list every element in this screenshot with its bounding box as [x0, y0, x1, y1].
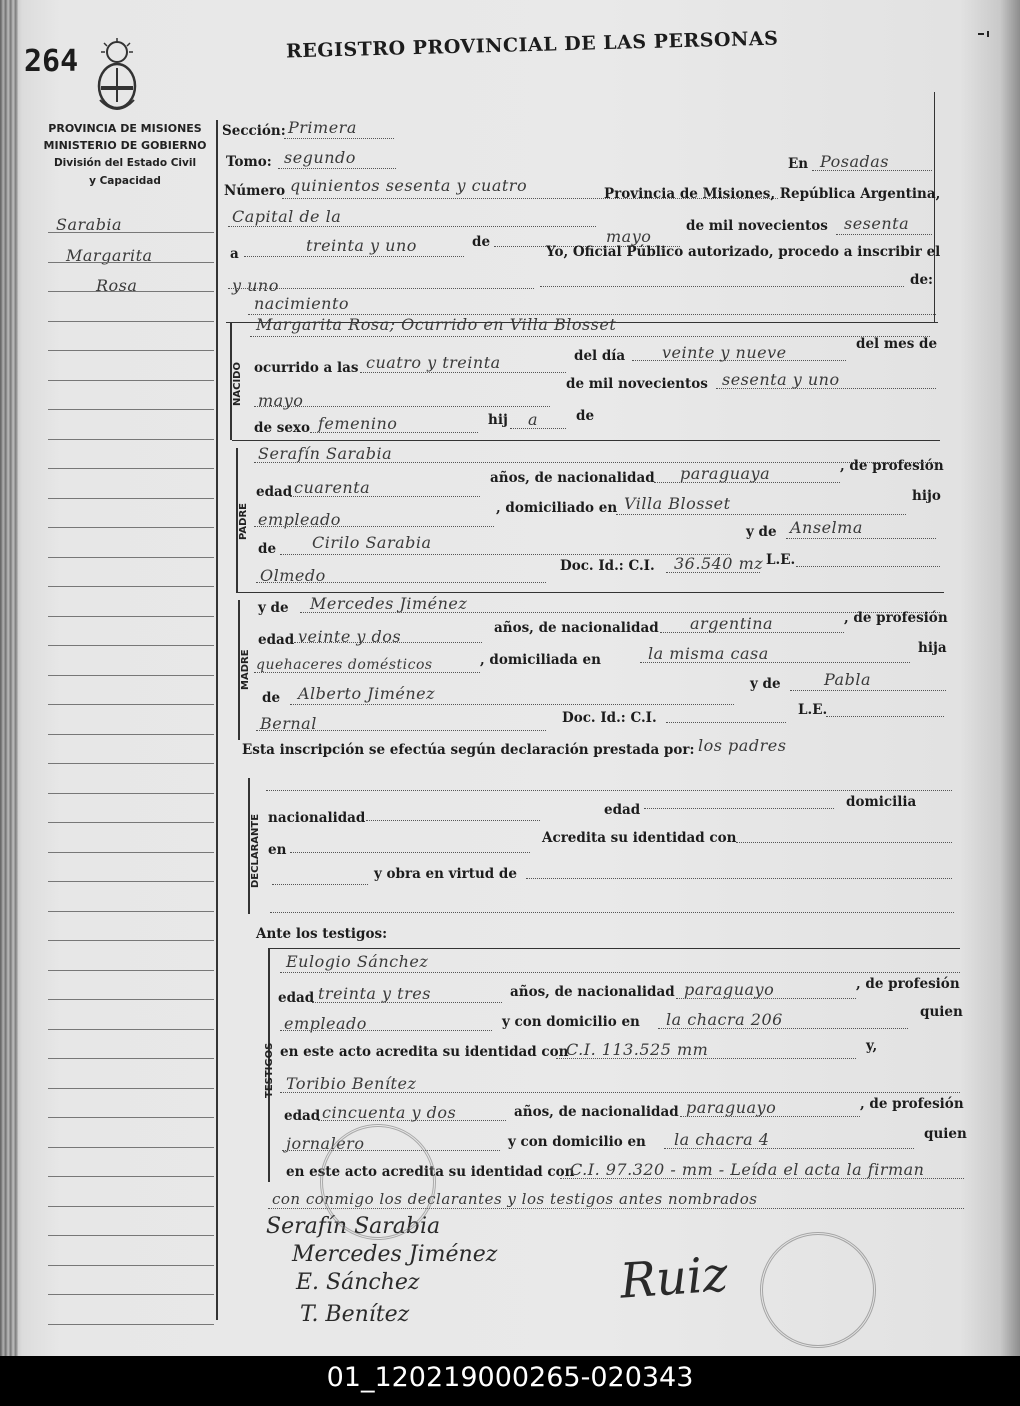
margin-rule-line: [48, 439, 214, 440]
tomo-value: segundo: [284, 148, 356, 167]
declaracion-text: Esta inscripción se efectúa según declaración prestada por:: [242, 742, 695, 758]
margin-rule-line: [48, 704, 214, 705]
de-colon-label: de:: [910, 272, 934, 288]
ocurrido-label: ocurrido a las: [254, 360, 359, 376]
en-value: Posadas: [820, 152, 889, 171]
form-left-rule: [216, 120, 218, 1320]
del-dia-label: del día: [574, 348, 626, 364]
a-label: a: [230, 246, 239, 262]
abuela-materna-value: Pabla: [824, 670, 871, 689]
margin-rule-line: [48, 734, 214, 735]
madre-label: MADRE: [240, 649, 251, 690]
testigo2-nac-label: años, de nacionalidad: [514, 1104, 679, 1120]
abuela-paterna-value: Anselma: [790, 518, 863, 537]
nacido-de-label: de: [576, 408, 595, 424]
signature-madre: Mercedes Jiménez: [292, 1242, 498, 1267]
testigo1-prof-value: empleado: [284, 1014, 367, 1033]
padre-dom-label: , domiciliado en: [496, 500, 618, 516]
coat-of-arms-icon: [92, 38, 142, 114]
testigo1-dom-value: la chacra 206: [666, 1010, 783, 1029]
madre-nombre-value: Mercedes Jiménez: [310, 594, 468, 613]
dia-value: treinta y uno: [306, 236, 417, 255]
testigo2-nac-value: paraguayo: [686, 1098, 777, 1117]
declarante-dom-label: domicilia: [846, 794, 917, 810]
margin-rule-line: [48, 557, 214, 558]
folio-number: 264: [24, 44, 79, 79]
abuelo-paterno-value: Cirilo Sarabia: [312, 533, 432, 552]
nacido-dia-value: veinte y nueve: [662, 343, 787, 362]
madre-y-de2-label: y de: [750, 676, 781, 692]
capital-value: Capital de la: [232, 207, 342, 226]
margin-rule-line: [48, 1324, 214, 1325]
margin-rule-line: [48, 262, 214, 263]
declarante-edad-label: edad: [604, 802, 641, 818]
nacido-anio-value: sesenta y uno: [722, 370, 840, 389]
margin-rule-line: [48, 940, 214, 941]
testigo2-edad-label: edad: [284, 1108, 321, 1124]
madre-edad-value: veinte y dos: [298, 627, 402, 646]
margin-rule-line: [48, 1294, 214, 1295]
margin-rule-line: [48, 380, 214, 381]
margin-rule-line: [48, 999, 214, 1000]
official-seal-stamp-icon-2: [760, 1232, 876, 1348]
tomo-label: Tomo:: [226, 154, 272, 170]
padre-hijo-label: hijo: [912, 488, 941, 504]
padre-edad-label: edad: [256, 484, 293, 500]
mes-value: mayo: [606, 227, 652, 246]
madre-edad-label: edad: [258, 632, 295, 648]
padre-edad-value: cuarenta: [294, 478, 371, 497]
madre-nac-value: argentina: [690, 614, 774, 633]
anio-value: sesenta: [844, 214, 910, 233]
margin-rule-line: [48, 350, 214, 351]
margin-rule-line: [48, 468, 214, 469]
padre-doc-label: Doc. Id.: C.I.: [560, 558, 655, 574]
margin-rule-line: [48, 1117, 214, 1118]
margin-rule-line: [48, 852, 214, 853]
numero-label: Número: [224, 183, 286, 199]
padre-de-label: de: [258, 541, 277, 557]
margin-rule-line: [48, 911, 214, 912]
padre-dom-value: Villa Blosset: [624, 494, 731, 513]
testigo1-prof-label: , de profesión: [856, 976, 960, 992]
madre-prof-label: , de profesión: [844, 610, 948, 626]
margin-rule-line: [48, 1265, 214, 1266]
del-mes-label: del mes de: [856, 336, 938, 352]
margin-rule-line: [48, 763, 214, 764]
testigo1-edad-value: treinta y tres: [318, 984, 431, 1003]
margin-rule-line: [48, 675, 214, 676]
numero-value: quinientos sesenta y cuatro: [290, 176, 528, 195]
madre-dom-value: la misma casa: [648, 644, 769, 663]
padre-nac-label: años, de nacionalidad: [490, 470, 655, 486]
testigo2-dom-value: la chacra 4: [674, 1130, 770, 1149]
signature-testigo1: E. Sánchez: [296, 1270, 420, 1295]
margin-surname: Sarabia: [56, 215, 123, 234]
margin-rule-line: [48, 822, 214, 823]
hij-label: hij: [488, 412, 508, 428]
acto-value: nacimiento: [254, 294, 350, 313]
abuelo-materno-value: Alberto Jiménez: [298, 684, 436, 703]
madre-prof-value: quehaceres domésticos: [256, 657, 433, 673]
margin-rule-line: [48, 409, 214, 410]
signature-padre: Serafín Sarabia: [266, 1214, 441, 1239]
seccion-value: Primera: [288, 118, 357, 137]
nacido-hora-value: cuatro y treinta: [366, 353, 501, 372]
declarante-label: DECLARANTE: [250, 813, 261, 888]
testigo2-quien-label: quien: [924, 1126, 967, 1142]
testigo2-dom-label: y con domicilio en: [508, 1134, 646, 1150]
margin-rule-line: [48, 586, 214, 587]
madre-hija-label: hija: [918, 640, 947, 656]
official-signature: Ruiz: [618, 1246, 730, 1310]
padre-prof-value: empleado: [258, 510, 341, 529]
sexo-label: de sexo: [254, 420, 310, 436]
madre-nac-label: años, de nacionalidad: [494, 620, 659, 636]
margin-rule-line: [48, 970, 214, 971]
padre-nac-value: paraguaya: [680, 464, 771, 483]
corner-mark-icon: [976, 24, 992, 34]
margin-rule-line: [48, 1088, 214, 1089]
madre-doc-label: Doc. Id.: C.I.: [562, 710, 657, 726]
abuela-paterna-value-2: Olmedo: [260, 566, 326, 585]
padre-label: PADRE: [238, 503, 249, 540]
margin-rule-line: [48, 881, 214, 882]
margin-rule-line: [48, 793, 214, 794]
padre-nombre-value: Serafín Sarabia: [258, 444, 393, 463]
en-label: En: [788, 156, 809, 172]
margin-rule-line: [48, 1176, 214, 1177]
page-stack-edge: [0, 0, 18, 1356]
org-line-1: PROVINCIA DE MISIONES: [48, 122, 202, 135]
padre-prof-label: , de profesión: [840, 458, 944, 474]
margin-rule-line: [48, 498, 214, 499]
ante-testigos-label: Ante los testigos:: [256, 926, 388, 942]
testigo1-edad-label: edad: [278, 990, 315, 1006]
declarante-en-label: en: [268, 842, 287, 858]
testigo1-dom-label: y con domicilio en: [502, 1014, 640, 1030]
provincia-text: Provincia de Misiones, República Argentina,: [604, 186, 941, 202]
madre-le-label: L.E.: [798, 702, 828, 718]
testigo2-doc-value: C.I. 97.320 - mm - Leída el acta la firman: [570, 1160, 925, 1179]
madre-y-de-label: y de: [258, 600, 289, 616]
nacido-mes-value: mayo: [258, 391, 304, 410]
padre-le-label: L.E.: [766, 552, 796, 568]
testigo1-acredita-label: en este acto acredita su identidad con: [280, 1044, 569, 1060]
testigo1-nac-label: años, de nacionalidad: [510, 984, 675, 1000]
official-seal-stamp-icon: [320, 1124, 436, 1240]
seccion-label: Sección:: [222, 123, 286, 139]
sexo-value: femenino: [318, 414, 398, 433]
abuela-materna-value-2: Bernal: [260, 714, 317, 733]
register-title: REGISTRO PROVINCIAL DE LAS PERSONAS: [285, 27, 779, 63]
nacido-de-mil-label: de mil novecientos: [566, 376, 708, 392]
testigos-label: TESTIGOS: [264, 1042, 275, 1098]
org-line-3: División del Estado Civil: [53, 157, 197, 169]
margin-rule-line: [48, 1206, 214, 1207]
de-mil-label: de mil novecientos: [686, 218, 828, 234]
madre-de-label: de: [262, 690, 281, 706]
org-line-4: y Capacidad: [89, 175, 161, 187]
form-right-rule: [934, 92, 935, 322]
margin-second-name: Rosa: [96, 276, 138, 295]
margin-rule-line: [48, 321, 214, 322]
margin-rule-line: [48, 1058, 214, 1059]
nacido-label: NACIDO: [232, 362, 243, 406]
declarante-acredita-label: Acredita su identidad con: [542, 830, 737, 846]
testigo2-nombre-value: Toribio Benítez: [286, 1074, 417, 1093]
margin-first-name: Margarita: [66, 246, 153, 265]
org-line-2: MINISTERIO DE GOBIERNO: [43, 139, 207, 152]
signature-testigo2: T. Benítez: [300, 1302, 410, 1327]
fecha-de-label: de: [472, 234, 491, 250]
footer-id-strip: [0, 1356, 1020, 1406]
margin-rule-line: [48, 616, 214, 617]
margin-rule-line: [48, 645, 214, 646]
footer-id: 01_120219000265-020343: [326, 1362, 694, 1393]
margin-rule-line: [48, 1235, 214, 1236]
testigo1-nombre-value: Eulogio Sánchez: [286, 952, 429, 971]
testigo2-prof-value: jornalero: [286, 1134, 365, 1153]
testigo1-y-label: y,: [866, 1038, 878, 1054]
margin-rule-line: [48, 1029, 214, 1030]
margin-rule-line: [48, 291, 214, 292]
testigo2-edad-value: cincuenta y dos: [322, 1103, 457, 1122]
anio-value-2: y uno: [232, 276, 279, 295]
nacido-nombre-value: Margarita Rosa; Ocurrido en Villa Blosset: [256, 315, 617, 334]
margin-rule-line: [48, 1147, 214, 1148]
declarante-nac-label: nacionalidad: [268, 810, 366, 826]
margin-rule-line: [48, 527, 214, 528]
oficial-text: Yo, Oficial Público autorizado, procedo a inscribir el: [546, 244, 941, 260]
testigo2-acredita-label: en este acto acredita su identidad con: [286, 1164, 575, 1180]
hij-value: a: [528, 410, 539, 429]
testigo1-quien-label: quien: [920, 1004, 963, 1020]
closing-value: con conmigo los declarantes y los testigos antes nombrados: [272, 1190, 758, 1208]
padre-doc-value: 36.540 mz: [674, 554, 764, 573]
testigo1-nac-value: paraguayo: [684, 980, 775, 999]
padre-y-de-label: y de: [746, 524, 777, 540]
testigo2-prof-label: , de profesión: [860, 1096, 964, 1112]
declaracion-value: los padres: [698, 736, 787, 755]
margin-rule-line: [48, 232, 214, 233]
madre-dom-label: , domiciliada en: [480, 652, 601, 668]
testigo1-doc-value: C.I. 113.525 mm: [566, 1040, 709, 1059]
declarante-obra-label: y obra en virtud de: [374, 866, 517, 882]
